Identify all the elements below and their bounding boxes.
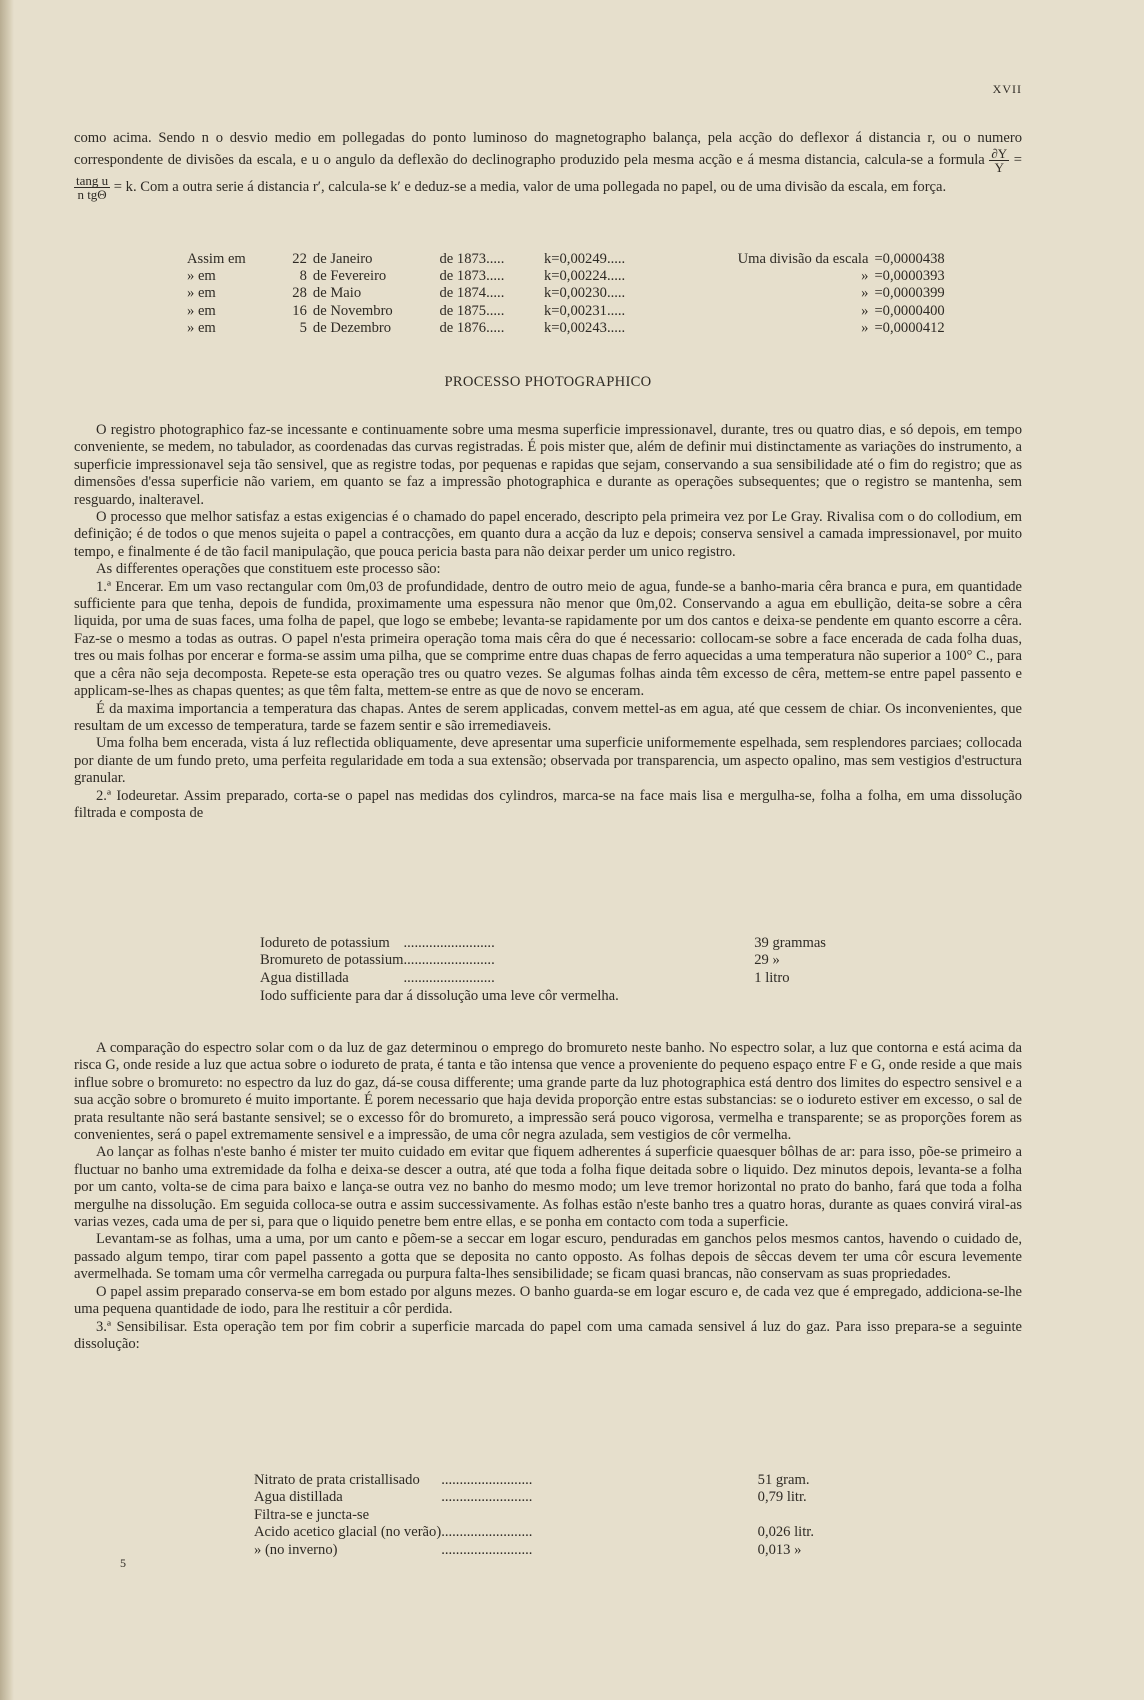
page-binding-edge — [0, 0, 14, 1700]
paragraph: 2.ª Iodeuretar. Assim preparado, corta-se o papel nas medidas dos cylindros, marca-se na face mais lisa e mergulha-se, folha a folha, em uma dissolução filtrada e composta de — [74, 787, 1022, 821]
paragraph: O processo que melhor satisfaz a estas exigencias é o chamado do papel encerado, descripto pela primeira vez por Le Gray. Rivalisa com o do collodium, em definição; é de todos o que menos sujeita o papel a contracções, em quanto dura a acção da luz e depois; conserva sensivel a camada impressionavel, por muito tempo, e finalmente é de tão facil manipulação, que pouca pericia basta para não deixar perder um unico registro. — [74, 509, 1022, 560]
paragraph: Levantam-se as folhas, uma a uma, por um canto e põem-se a seccar em logar escuro, penduradas em ganchos pelos mesmos cantos, havendo o cuidado de, passado algum tempo, tirar com papel passento a gotta que se deposita no canto opposto. As folhas depois de sêccas devem ter uma côr escura levemente avermelhada. Se tomam uma côr vermelha carregada ou purpura falta-lhes sensibilidade; se ficam quasi brancas, não conservam as suas propriedades. — [74, 1231, 1022, 1283]
recipe-sensibilisar — [254, 1472, 814, 1559]
paragraph: A comparação do espectro solar com o da luz de gaz determinou o emprego do bromureto neste banho. No espectro solar, a luz que contorna e está acima da risca G, onde reside a luz que actua sobre o iodureto de prata, é tanta e tão intensa que vence a proveniente do pequeno espaço entre F e G, onde reside a que mais influe sobre o bromureto: no espectro da luz do gaz, dá-se cousa differente; uma grande parte da luz photographica está dentro dos limites do espectro sensivel e a sua acção sobre o bromureto é muito importante. É porem necessario que haja devida proporção entre estas substancias: se o iodureto estiver em excesso, o sal de prata resultante não será bastante sensivel; se o excesso fôr do bromureto, a impressão será pouco vigorosa, vermelha e transparente; se as proporções forem as convenientes, será o papel extremamente sensivel e a impressão, de uma côr negra azulada, sem vestigios de côr vermelha. — [74, 1040, 1022, 1144]
recipe-note: Iodo sufficiente para dar á dissolução uma leve côr vermelha. — [260, 988, 619, 1004]
recipe-row: Bromureto de potassium ......................... 29 » — [260, 952, 780, 969]
recipe-row: » (no inverno) ......................... 0,013 » — [254, 1541, 802, 1558]
k-value-row: Assim em 22 de Janeiro de 1873..... k=0,00249..... Uma divisão da escala =0,0000438 — [187, 251, 945, 267]
formula-right: $\frac{\text{tang u}}{\text{n tgΘ}}$ — [76, 173, 109, 203]
recipe-row: Iodureto de potassium ......................... 39 grammas — [260, 935, 826, 951]
k-value-row: » em 8 de Fevereiro de 1873..... k=0,00224..... » =0,0000393 — [187, 268, 945, 285]
k-values-table — [184, 251, 984, 337]
body-section-2 — [74, 1040, 1022, 1353]
page-number: XVII — [992, 82, 1022, 96]
recipe-row: Acido acetico glacial (no verão) ......................... 0,026 litr. — [254, 1524, 814, 1541]
recipe-row: Agua distillada ......................... 0,79 litr. — [254, 1489, 807, 1506]
section-heading: PROCESSO PHOTOGRAPHICO — [444, 374, 652, 390]
intro-line-2: Com a outra serie á distancia r′, calcula-se k′ e deduz-se a media, valor de uma pollegada no papel, ou de uma divisão da escala, em força. — [140, 179, 947, 196]
recipe-iodeuretar — [260, 935, 826, 1004]
formula-result: = k. — [113, 179, 137, 196]
paragraph: 3.ª Sensibilisar. Esta operação tem por fim cobrir a superficie marcada do papel com uma camada sensivel á luz do gaz. Para isso prepara-se a seguinte dissolução: — [74, 1318, 1022, 1352]
paragraph: Uma folha bem encerada, vista á luz reflectida obliquamente, deve apresentar uma superficie uniformemente espelhada, sem resplendores parciaes; collocada por diante de um fundo preto, uma perfeita regularidade em toda a sua extensão; observada por transparencia, um aspecto opalino, mas sem vestigios d'estructura granular. — [74, 735, 1022, 787]
recipe-row: Agua distillada ......................... 1 litro — [260, 969, 790, 986]
intro-paragraph: como acima. Sendo n o desvio medio em pollegadas do ponto luminoso do magnetographo balança, pela acção do deflexor á distancia r, ou o numero correspondente de divisões da escala, e u o angulo da deflexão do declinographo produzido pela mesma acção e á mesma distancia, calcula-se a formula $\frac{\partial Y}{Y}$ = $\frac{\text{tang u}}{\text{n tgΘ}}$ = k. Com a outra serie á distancia r′, calcula-se k′ e deduz-se a media, valor de uma pollegada no papel, ou de uma divisão da escala, em força. — [74, 130, 1022, 203]
paragraph: Ao lançar as folhas n'este banho é mister ter muito cuidado em evitar que fiquem adherentes á superficie quaesquer bôlhas de ar: para isso, põe-se primeiro a fluctuar no banho uma extremidade da folha e deixa-se descer a outra, até que toda a folha fique deitada sobre o liquido. Dez minutos depois, levanta-se a folha por um canto, volta-se de cima para baixo e lança-se outra vez no banho do mesmo modo; um leve tremor horizontal no prato do banho, fará que toda a folha mergulhe na dissolução. Em seguida colloca-se outra e assim successivamente. As folhas estão n'este banho tres a quatro horas, durante as quaes convirá viral-as varias vezes, cada uma de per si, para que o liquido penetre bem entre ellas, e se ponha em contacto com toda a superficie. — [74, 1144, 1022, 1231]
body-section-1 — [74, 422, 1022, 822]
paragraph: As differentes operações que constituem este processo são: — [96, 561, 441, 578]
paragraph: 1.ª Encerar. Em um vaso rectangular com 0m,03 de profundidade, dentro de outro meio de agua, funde-se a banho-maria cêra branca e pura, em quantidade sufficiente para que tenha, depois de fundida, proximamente uma espessura não menor que 0m,02. Conservando a agua em ebullição, deita-se sobre a cêra liquida, por uma de suas faces, uma folha de papel, que logo se embebe; levanta-se rapidamente por um dos cantos e deixa-se pendente em quanto escorre a cêra. Faz-se o mesmo a todas as outras. O papel n'esta primeira operação toma mais cêra do que é necessario: collocam-se sobre a face encerada de cada folha duas, tres ou mais folhas por encerar e forma-se assim uma pilha, que se comprime entre duas chapas de ferro aquecidas a uma temperatura não superior a 100° C., para que a cêra não seja decomposta. Repete-se esta operação tres ou quatro vezes. Se algumas folhas ainda têm excesso de cêra, mettem-se entre papel passento e applicam-se-lhes as chapas quentes; as que têm falta, mettem-se entre as que de novo se enceram. — [74, 578, 1022, 700]
signature-mark: 5 — [120, 1556, 126, 1570]
paragraph: O registro photographico faz-se incessante e continuamente sobre uma mesma superficie impressionavel, durante, tres ou quatro dias, e só depois, em tempo conveniente, se medem, no tabulador, as coordenadas das curvas registradas. É pois mister que, além de definir mui distinctamente as variações do instrumento, a superficie impressionavel seja tão sensivel, que as registre todas, por pequenas e rapidas que sejam, conservando a sua sensibilidade até o fim do registro; que as dimensões d'essa superficie não variem, em quanto se faz a impressão photographica e durante as operações subsequentes; que o registro se mantenha, sem resguardo, inalteravel. — [74, 422, 1022, 508]
intro-line-1: como acima. Sendo n o desvio medio em pollegadas do ponto luminoso do magnetographo balança, pela acção do deflexor á distancia r, ou o numero correspondente de divisões da escala, e u o angulo da deflexão do declinographo produzido pela mesma acção e á mesma distancia, calcula-se a formula — [74, 130, 1022, 169]
recipe-row: Nitrato de prata cristallisado ......................... 51 gram. — [254, 1472, 810, 1488]
recipe-row: Filtra-se e juncta-se — [254, 1506, 370, 1523]
k-value-row: » em 28 de Maio de 1874..... k=0,00230..... » =0,0000399 — [187, 285, 945, 302]
formula-left: $\frac{\partial Y}{Y}$ — [991, 146, 1008, 176]
paragraph: É da maxima importancia a temperatura das chapas. Antes de serem applicadas, convem mettel-as em agua, até que cessem de chiar. Os inconvenientes, que resultam de um excesso de temperatura, tarde se fazem sentir e são irremediaveis. — [74, 700, 1022, 734]
k-value-row: » em 5 de Dezembro de 1876..... k=0,00243..... » =0,0000412 — [187, 319, 945, 336]
paragraph: O papel assim preparado conserva-se em bom estado por alguns mezes. O banho guarda-se em logar escuro e, de cada vez que é empregado, addiciona-se-lhe uma pequena quantidade de iodo, para lhe restituir a côr perdida. — [74, 1283, 1022, 1318]
k-value-row: » em 16 de Novembro de 1875..... k=0,00231..... » =0,0000400 — [187, 302, 945, 319]
